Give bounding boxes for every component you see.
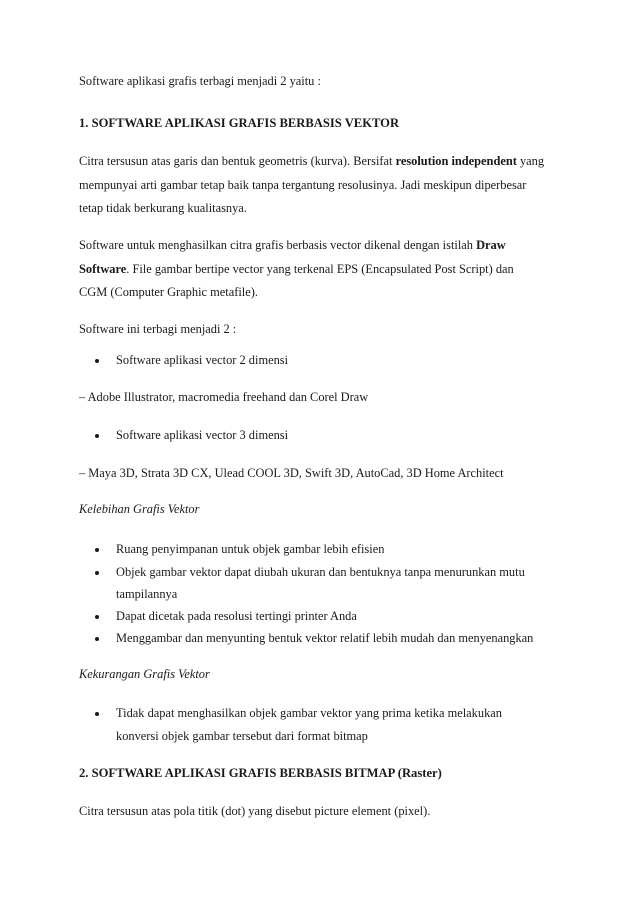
dis-item: Tidak dapat menghasilkan objek gambar vektor yang prima ketika melakukan: [116, 706, 502, 720]
dis-title: Kekurangan Grafis Vektor: [79, 667, 210, 681]
list-3d: – Maya 3D, Strata 3D CX, Ulead COOL 3D, Swift 3D, AutoCad, 3D Home Architect: [79, 466, 504, 480]
para1-line3: tetap tidak berkurang kualitasnya.: [79, 201, 247, 215]
heading-vektor: 1. SOFTWARE APLIKASI GRAFIS BERBASIS VEKTOR: [79, 116, 400, 130]
dis-item-cont: konversi objek gambar tersebut dari format bitmap: [116, 729, 368, 743]
adv-item: Menggambar dan menyunting bentuk vektor relatif lebih mudah dan menyenangkan: [116, 631, 534, 645]
adv-item-cont: tampilannya: [116, 587, 178, 601]
para2-text: Software untuk menghasilkan citra grafis berbasis vector dikenal dengan istilah: [79, 238, 477, 252]
para2-bold-term2: Software: [79, 262, 127, 276]
para2-line2: [79, 261, 514, 277]
para2-bold-term: Draw: [476, 238, 506, 252]
para2-line3: CGM (Computer Graphic metafile).: [79, 285, 258, 299]
adv-item: Objek gambar vektor dapat diubah ukuran dan bentuknya tanpa menurunkan mutu: [116, 565, 525, 579]
bullet-icon: [95, 571, 99, 575]
heading-bitmap: 2. SOFTWARE APLIKASI GRAFIS BERBASIS BITMAP (Raster): [79, 766, 442, 780]
para4-text: Citra tersusun atas pola titik (dot) yang disebut picture element (pixel).: [79, 804, 431, 818]
bullet-icon: [95, 637, 99, 641]
bullet-icon: [95, 548, 99, 552]
adv-title: Kelebihan Grafis Vektor: [79, 502, 200, 516]
para1-line2: mempunyai arti gambar tetap baik tanpa tergantung resolusinya. Jadi meskipun diperbesar: [79, 178, 527, 192]
para3-text: Software ini terbagi menjadi 2 :: [79, 322, 237, 336]
para1-line1: [79, 153, 544, 169]
intro-text: Software aplikasi grafis terbagi menjadi 2 yaitu :: [79, 74, 321, 88]
para1-text-end: yang: [516, 154, 545, 168]
bullet-2d: Software aplikasi vector 2 dimensi: [116, 353, 289, 367]
para2-line1: [79, 237, 506, 253]
bullet-icon: [95, 615, 99, 619]
bullet-icon: [95, 712, 99, 716]
bullet-3d: Software aplikasi vector 3 dimensi: [116, 428, 289, 442]
adv-item: Dapat dicetak pada resolusi tertingi printer Anda: [116, 609, 357, 623]
list-2d: – Adobe Illustrator, macromedia freehand dan Corel Draw: [79, 390, 369, 404]
bullet-icon: [95, 434, 99, 438]
para2-text2: . File gambar bertipe vector yang terkenal EPS (Encapsulated Post Script) dan: [126, 262, 514, 276]
bullet-icon: [95, 359, 99, 363]
para1-bold-term: resolution independent: [395, 154, 517, 168]
adv-item: Ruang penyimpanan untuk objek gambar lebih efisien: [116, 542, 385, 556]
para1-text: Citra tersusun atas garis dan bentuk geometris (kurva). Bersifat: [79, 154, 396, 168]
